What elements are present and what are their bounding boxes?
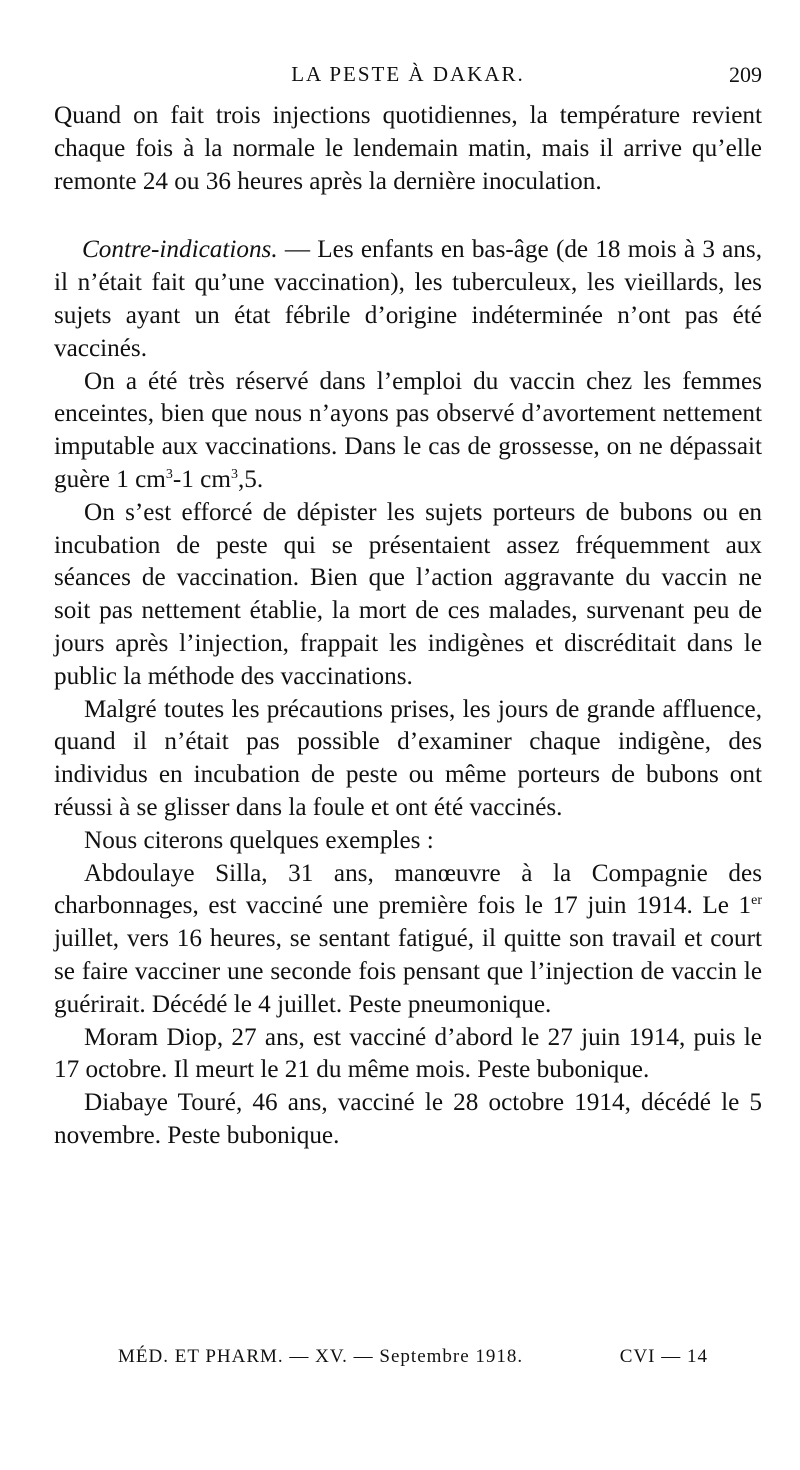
contre-indications-text: Les enfants en bas-âge (de 18 mois à 3 ans, il n’était fait qu’une vaccination), les tuberculeux, les vieillards, les sujets ayant un état fébrile d’origine indéterminée n’ont pas été vaccinés. xyxy=(54,236,762,362)
page-number: 209 xyxy=(729,62,762,87)
cubic-superscript: 3 xyxy=(230,466,238,482)
section-label-separator: — xyxy=(277,236,318,264)
paragraph-precautions: Malgré toutes les précautions prises, les jours de grande affluence, quand il n’était pas possible d’examiner chaque indigène, des individus en incubation de peste ou même porteurs de bubons ont réussi à se glisser dans la foule et ont été vaccinés. xyxy=(54,695,762,821)
cubic-superscript: 3 xyxy=(165,466,173,482)
case-abdoulaye-text: Abdoulaye Silla, 31 ans, manœuvre à la Compagnie des charbonnages, est vacciné une première fois le 17 juin 1914. Le 1 xyxy=(54,859,762,920)
body-text xyxy=(54,100,762,1153)
footer-signature: CVI — 14 xyxy=(619,1346,708,1367)
running-title: LA PESTE À DAKAR. xyxy=(291,62,525,86)
paragraph-contre-indications xyxy=(54,234,762,365)
dose-end-text: ,5. xyxy=(237,465,264,493)
page-header xyxy=(54,60,762,90)
dose-text: -1 cm xyxy=(172,465,231,493)
section-label-contre-indications: Contre-indications. xyxy=(82,236,278,264)
footer-publication: MÉD. ET PHARM. — XV. — Septembre 1918. xyxy=(118,1346,524,1367)
ordinal-superscript: er xyxy=(751,893,762,909)
paragraph-case-moram-diop: Moram Diop, 27 ans, est vacciné d’abord le 27 juin 1914, puis le 17 octobre. Il meurt le 21 du même mois. Peste bubonique. xyxy=(54,1023,762,1084)
paragraph-femmes-enceintes xyxy=(54,366,762,497)
paragraph-case-diabaye-toure: Diabaye Touré, 46 ans, vacciné le 28 octobre 1914, décédé le 5 novembre. Peste bubonique. xyxy=(54,1089,762,1149)
case-abdoulaye-text-end: juillet, vers 16 heures, se sentant fatigué, il quitte son travail et court se faire vacciner une seconde fois pensant que l’injection de vaccin le guérirait. Décédé le 4 juillet. Peste pneumonique. xyxy=(54,925,762,1018)
paragraph-case-abdoulaye-silla xyxy=(54,858,762,1022)
paragraph-temperature: Quand on fait trois injections quotidiennes, la température revient chaque fois à la normale le lendemain matin, mais il arrive qu’elle remonte 24 ou 36 heures après la dernière inoculation. xyxy=(54,102,762,195)
femmes-enceintes-text: On a été très réservé dans l’emploi du vaccin chez les femmes enceintes, bien que nous n’ayons pas observé d’avortement nettement imputable aux vaccinations. Dans le cas de grossesse, on ne dépassait guère 1 cm xyxy=(54,367,762,493)
paragraph-depistage: On s’est efforcé de dépister les sujets porteurs de bubons ou en incubation de peste qui se présentaient assez fréquemment aux séances de vaccination. Bien que l’action aggravante du vaccin ne soit pas nettement établie, la mort de ces malades, survenant peu de jours après l’injection, frappait les indigènes et discréditait dans le public la méthode des vaccinations. xyxy=(54,498,762,690)
paragraph-exemples-intro: Nous citerons quelques exemples : xyxy=(84,826,434,854)
